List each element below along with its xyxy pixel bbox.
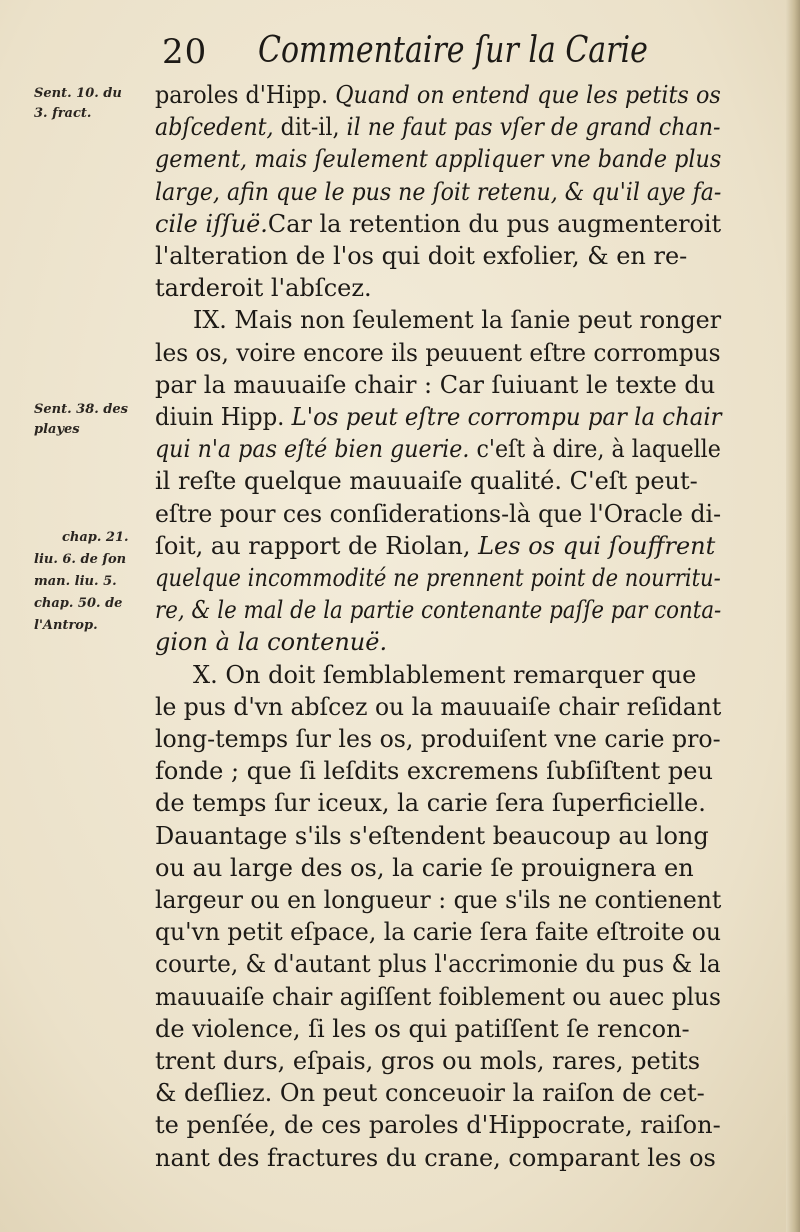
roman-segment: le pus d'vn abſcez ou la mauuaiſe chair reſidant: [155, 693, 722, 721]
text-line: [155, 1046, 700, 1077]
text-line: [155, 563, 721, 594]
text-line: [155, 595, 721, 626]
roman-segment: de violence, ſi les os qui patiſſent ſe rencon-: [155, 1015, 690, 1043]
roman-segment: mauuaiſe chair agiſſent foiblement ou auec plus: [155, 983, 721, 1011]
roman-segment: X. On doit ſemblablement remarquer que: [193, 661, 697, 689]
text-line: [155, 724, 721, 755]
roman-segment: IX. Mais non ſeulement la ſanie peut ronger: [193, 306, 722, 334]
italic-segment: cile iſſuë.: [155, 210, 268, 238]
roman-segment: trent durs, eſpais, gros ou mols, rares, petits: [155, 1047, 701, 1075]
italic-segment: large, afin que le pus ne ſoit retenu, & qu'il aye fa-: [155, 178, 722, 206]
text-line: [155, 821, 709, 852]
text-line: [155, 531, 715, 562]
page-header: [150, 30, 650, 80]
margin-note: man. liu. 5.: [34, 574, 117, 589]
text-line: [193, 305, 721, 336]
text-line: [155, 177, 721, 208]
roman-segment: il reſte quelque mauuaiſe qualité. C'eſt peut-: [155, 467, 698, 495]
margin-note: Sent. 38. des: [34, 402, 128, 417]
text-line: [155, 1110, 721, 1141]
page-edge: [786, 0, 800, 1232]
italic-segment: L'os peut eſtre corrompu par la chair: [291, 403, 722, 431]
margin-note: playes: [34, 422, 80, 437]
text-line: [155, 1014, 690, 1045]
text-line: [155, 885, 721, 916]
text-line: [155, 466, 698, 497]
roman-segment: ſoit, au rapport de Riolan,: [155, 532, 479, 560]
roman-segment: ou au large des os, la carie ſe prouignera en: [155, 854, 694, 882]
italic-segment: gion à la contenuë.: [155, 628, 388, 656]
text-line: [155, 949, 721, 980]
roman-segment: te penſée, de ces paroles d'Hippocrate, raiſon-: [155, 1111, 721, 1139]
roman-segment: eſtre pour ces conſiderations-là que l'Oracle di-: [155, 500, 722, 528]
margin-note: Sent. 10. du: [34, 86, 122, 101]
roman-segment: fonde ; que ſi leſdits excremens ſubſiſtent peu: [155, 757, 713, 785]
text-line: [155, 756, 713, 787]
text-line: [155, 917, 721, 948]
roman-segment: diuin Hipp.: [155, 403, 292, 431]
text-line: [155, 80, 721, 111]
italic-segment: re, & le mal de la partie contenante paſſe par conta-: [155, 596, 722, 624]
italic-segment: Quand on entend que les petits os: [335, 81, 721, 109]
text-line: [155, 788, 706, 819]
text-line: [155, 144, 721, 175]
margin-note: 3. fract.: [34, 106, 92, 121]
italic-segment: Les os qui ſouffrent: [478, 532, 716, 560]
text-line: [155, 627, 387, 658]
margin-note: liu. 6. de ſon: [34, 552, 127, 567]
text-line: [155, 434, 721, 465]
italic-segment: abſcedent,: [155, 113, 274, 141]
roman-segment: nant des fractures du crane, comparant les os: [155, 1144, 716, 1172]
italic-segment: quelque incommodité ne prennent point de nourritu-: [155, 564, 721, 592]
roman-segment: & deſliez. On peut conceuoir la raiſon de cet-: [155, 1079, 705, 1107]
page-number: 20: [162, 32, 208, 72]
roman-segment: Dauantage s'ils s'eſtendent beaucoup au long: [155, 822, 709, 850]
text-line: [155, 402, 722, 433]
roman-segment: long-temps ſur les os, produiſent vne carie pro-: [155, 725, 721, 753]
italic-segment: gement, mais ſeulement appliquer vne bande plus: [155, 145, 722, 173]
margin-note: chap. 50. de: [34, 596, 123, 611]
roman-segment: paroles d'Hipp.: [155, 81, 336, 109]
roman-segment: l'alteration de l'os qui doit exfolier, & en re-: [155, 242, 688, 270]
text-line: [155, 209, 721, 240]
text-line: [155, 112, 720, 143]
italic-segment: il ne faut pas vſer de grand chan-: [346, 113, 721, 141]
roman-segment: tarderoit l'abſcez.: [155, 274, 372, 302]
text-line: [155, 273, 372, 304]
margin-note: l'Antrop.: [34, 618, 98, 633]
roman-segment: par la mauuaiſe chair : Car ſuiuant le texte du: [155, 371, 716, 399]
text-line: [155, 370, 715, 401]
text-line: [155, 241, 687, 272]
roman-segment: les os, voire encore ils peuuent eſtre corrompus: [155, 339, 721, 367]
italic-segment: qui n'a pas eſté bien guerie.: [155, 435, 470, 463]
text-line: [155, 1078, 705, 1109]
text-line: [155, 499, 721, 530]
roman-segment: largeur ou en longueur : que s'ils ne contienent: [155, 886, 722, 914]
text-line: [155, 338, 721, 369]
roman-segment: Car la retention du pus augmenteroit: [267, 210, 722, 238]
text-line: [155, 853, 694, 884]
text-line: [193, 660, 696, 691]
running-title: Commentaire ſur la Carie: [258, 30, 648, 71]
margin-note: chap. 21.: [62, 530, 129, 545]
roman-segment: de temps ſur iceux, la carie ſera ſuperficielle.: [155, 789, 706, 817]
roman-segment: c'eſt à dire, à laquelle: [469, 435, 721, 463]
roman-segment: courte, & d'autant plus l'accrimonie du pus & la: [155, 950, 721, 978]
text-line: [155, 692, 721, 723]
text-line: [155, 1143, 716, 1174]
roman-segment: dit-il,: [273, 113, 347, 141]
text-line: [155, 982, 721, 1013]
roman-segment: qu'vn petit eſpace, la carie ſera faite eſtroite ou: [155, 918, 722, 946]
